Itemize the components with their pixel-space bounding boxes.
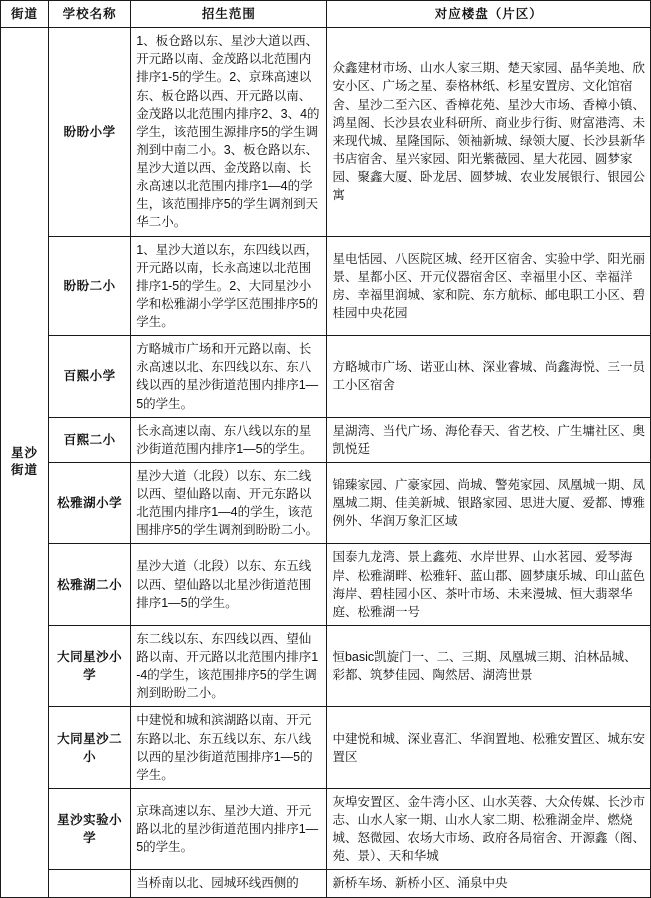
table-row [1, 544, 651, 626]
school-name: 松雅湖小学 [49, 462, 131, 544]
street-label: 星沙街道 [11, 446, 39, 478]
matching-estates: 众鑫建材市场、山水人家三期、楚天家园、晶华美地、欣安小区、广场之星、泰格林纸、杉星安置房、文化馆宿舍、星沙二至六区、香樟花苑、星沙大市场、香樟小镇、鸿星阁、长沙县农业科研所、商业步行街、财富港湾、未来现代城、星隆国际、领袖新城、绿领大厦、长沙县新华书店宿舍、星兴家园、阳光紫薇园、星大花园、圆梦家园、聚鑫大厦、卧龙居、圆梦城、农业发展银行、银园公寓 [327, 28, 651, 236]
table-row [1, 788, 651, 870]
matching-estates: 锦臻家园、广豪家园、尚城、警苑家园、凤凰城一期、凤凰城二期、佳美新城、银路家园、思进大厦、爱都、博雅例外、华润万象汇区域 [327, 462, 651, 544]
table-row [1, 462, 651, 544]
column-header-school: 学校名称 [49, 1, 131, 28]
school-name [49, 870, 131, 897]
matching-estates: 星湖湾、当代广场、海伦春天、省艺校、广生墉社区、奥凯悦廷 [327, 417, 651, 462]
school-name: 星沙实验小学 [49, 788, 131, 870]
enrollment-scope: 方略城市广场和开元路以南、长永高速以北、东四线以东、东八线以西的星沙街道范围内排序1—5的学生。 [131, 336, 327, 418]
matching-estates: 星电恬园、八医院区城、经开区宿舍、实验中学、阳光丽景、星都小区、开元仪器宿舍区、幸福里小区、幸福洋房、幸福里润城、家和院、东方航标、邮电职工小区、碧桂园中央花园 [327, 236, 651, 336]
table-row [1, 236, 651, 336]
enrollment-scope: 长永高速以南、东八线以东的星沙街道范围内排序1—5的学生。 [131, 417, 327, 462]
enrollment-scope: 京珠高速以东、星沙大道、开元路以北的星沙街道范围内排序1—5的学生。 [131, 788, 327, 870]
school-name: 盼盼小学 [49, 28, 131, 236]
school-name: 大同星沙小学 [49, 625, 131, 707]
school-name: 大同星沙二小 [49, 707, 131, 789]
school-name: 百熙二小 [49, 417, 131, 462]
table-row-partial [1, 870, 651, 897]
street-cell [1, 28, 49, 897]
school-name: 松雅湖二小 [49, 544, 131, 626]
table-row [1, 625, 651, 707]
enrollment-scope: 当桥南以北、园城环线西侧的 [131, 870, 327, 897]
enrollment-scope: 中建悦和城和滨湖路以南、开元东路以北、东五线以东、东八线以西的星沙街道范围排序1—5的学生。 [131, 707, 327, 789]
school-name: 盼盼二小 [49, 236, 131, 336]
enrollment-scope: 1、星沙大道以东，东四线以西，开元路以南，长永高速以北范围排序1-5的学生。2、大同星沙小学和松雅湖小学学区范围排序5的学生。 [131, 236, 327, 336]
matching-estates: 灰埠安置区、金牛湾小区、山水芙蓉、大众传媒、长沙市志、山水人家一期、山水人家二期、松雅湖金岸、燃烧城、怒微园、农场大市场、政府各局宿舍、开源鑫（阁、苑、景）、天和华城 [327, 788, 651, 870]
matching-estates: 方略城市广场、诺亚山林、深业睿城、尚鑫海悦、三一员工小区宿舍 [327, 336, 651, 418]
matching-estates: 新桥车场、新桥小区、涌泉中央 [327, 870, 651, 897]
column-header-street: 街道 [1, 1, 49, 28]
enrollment-scope: 星沙大道（北段）以东、东二线以西、望仙路以南、开元东路以北范围内排序1—4的学生，该范围排序5的学生调剂到盼盼二小。 [131, 462, 327, 544]
enrollment-scope: 1、板仓路以东、星沙大道以西、开元路以南、金茂路以北范围内排序1-5的学生。2、京珠高速以东、板仓路以西、开元路以南、金茂路以北范围内排序2、3、4的学生，该范围生源排序5的学生调剂到中南二小。3、板仓路以东、星沙大道以西、金茂路以南、长永高速以北范围内排序1—4的学生，该范围排序5的学生调剂到天华二小。 [131, 28, 327, 236]
column-header-estate: 对应楼盘（片区） [327, 1, 651, 28]
column-header-scope: 招生范围 [131, 1, 327, 28]
table-row [1, 28, 651, 236]
enrollment-scope: 东二线以东、东四线以西、望仙路以南、开元路以北范围内排序1-4的学生，该范围排序5的学生调剂到盼盼二小。 [131, 625, 327, 707]
table-row [1, 417, 651, 462]
school-name: 百熙小学 [49, 336, 131, 418]
table-row [1, 707, 651, 789]
matching-estates: 国泰九龙湾、景上鑫苑、水岸世界、山水茗园、爱琴海岸、松雅湖畔、松雅轩、蓝山郡、圆梦康乐城、印山蓝色海岸、碧桂园小区、茶叶市场、未来漫城、恒大翡翠华庭、松雅湖一号 [327, 544, 651, 626]
enrollment-scope: 星沙大道（北段）以东、东五线以西、望仙路以北星沙街道范围排序1—5的学生。 [131, 544, 327, 626]
matching-estates: 中建悦和城、深业喜汇、华润置地、松雅安置区、城东安置区 [327, 707, 651, 789]
matching-estates: 恒basic凯旋门一、二、三期、凤凰城三期、泊林品城、彩都、筑梦佳园、陶然居、湖湾世景 [327, 625, 651, 707]
table-row [1, 336, 651, 418]
table-header-row [1, 1, 651, 28]
